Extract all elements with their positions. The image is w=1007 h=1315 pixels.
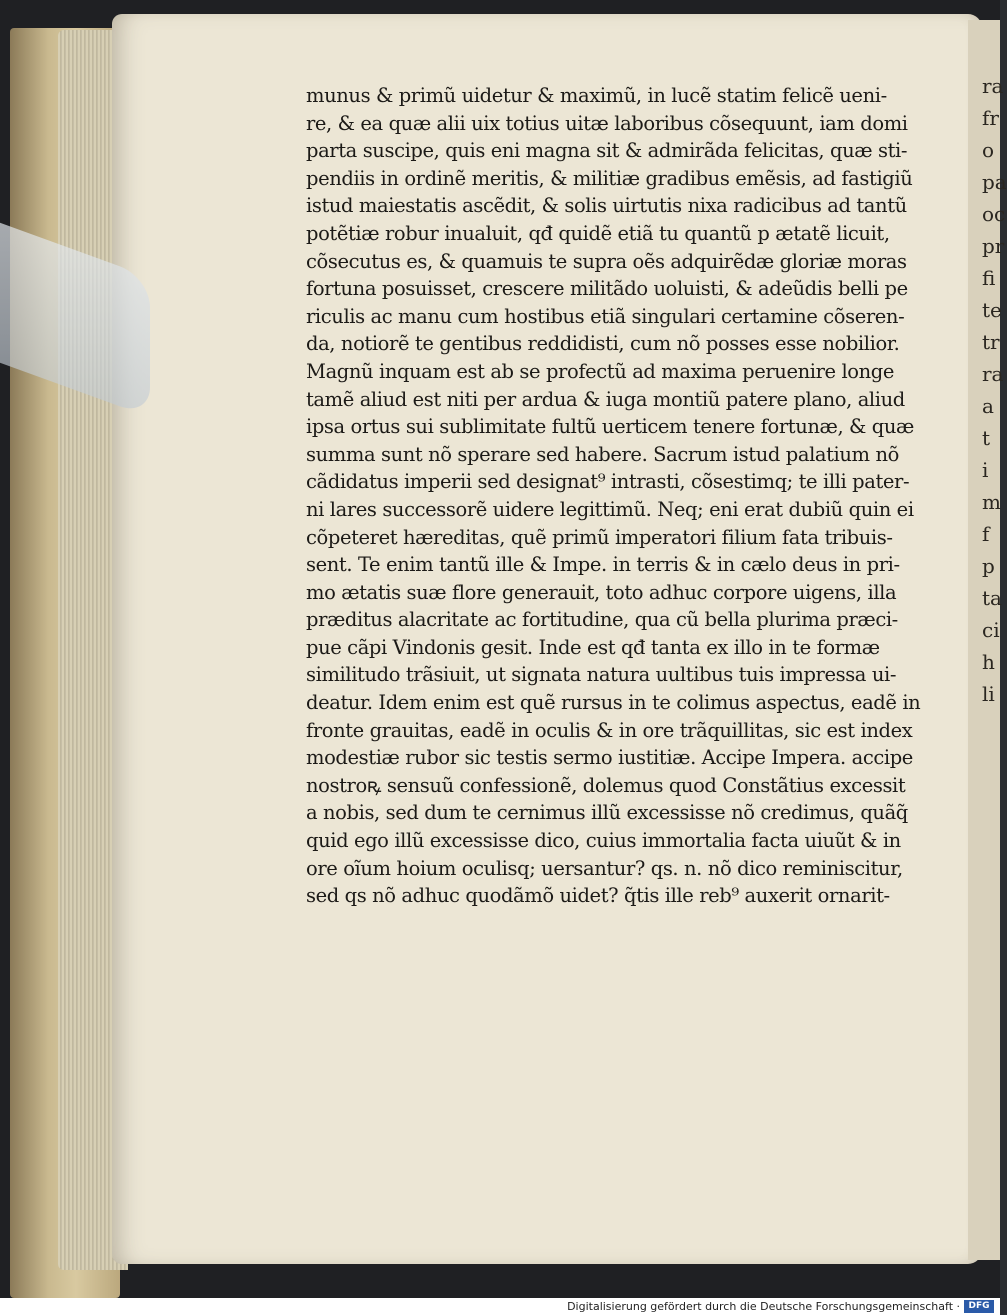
- text-line: sent. Te enim tantũ ille & Impe. in terris & in cælo deus in pri-: [306, 553, 900, 577]
- facing-fragment: ta: [982, 586, 1002, 610]
- facing-fragment: f: [982, 522, 990, 546]
- text-line: Magnũ inquam est ab se profectũ ad maxima peruenire longe: [306, 359, 895, 383]
- facing-fragment: m: [982, 490, 1001, 514]
- facing-fragment: ra: [982, 362, 1004, 386]
- text-line: ore oĩum hoium oculisq; uersantur? qs. n. nõ dico reminiscitur,: [306, 856, 903, 880]
- facing-fragment: fr: [982, 106, 999, 130]
- text-line: deatur. Idem enim est quẽ rursus in te colimus aspectus, eadẽ in: [306, 691, 921, 715]
- text-line: da, notiorẽ te gentibus reddidisti, cum nõ posses esse nobilior.: [306, 332, 900, 356]
- facing-fragment: li: [982, 682, 995, 706]
- facing-fragment: fi: [982, 266, 996, 290]
- text-line: munus & primũ uidetur & maximũ, in lucẽ statim felicẽ ueni-: [306, 84, 887, 107]
- text-line: cãdidatus imperii sed designat⁹ intrasti, cõsestimq; te illi pater-: [306, 470, 910, 494]
- text-line: similitudo trãsiuit, ut signata natura uultibus tuis impressa ui-: [306, 663, 897, 687]
- facing-fragment: te: [982, 298, 1002, 322]
- facing-fragment: a: [982, 394, 994, 418]
- page-text: [306, 82, 921, 908]
- facing-page-fragments: [968, 20, 1007, 710]
- facing-page-edge: [968, 20, 1007, 1260]
- dfg-logo-icon[interactable]: DFG: [964, 1300, 994, 1313]
- text-line: potẽtiæ robur inualuit, qđ quidẽ etiã tu quantũ p ætatẽ licuit,: [306, 221, 890, 245]
- text-line: parta suscipe, quis eni magna sit & admirãda felicitas, quæ sti-: [306, 139, 908, 163]
- text-line: fortuna posuisset, crescere militãdo uoluisti, & adeũdis belli pe: [306, 277, 908, 301]
- text-line: riculis ac manu cum hostibus etiã singulari certamine cõseren-: [306, 304, 905, 328]
- facing-fragment: o: [982, 138, 995, 162]
- facing-fragment: oc: [982, 202, 1006, 226]
- text-line: ipsa ortus sui sublimitate fultũ uerticem tenere fortunæ, & quæ: [306, 415, 914, 439]
- text-line: cõsecutus es, & quamuis te supra oẽs adquirẽdæ gloriæ moras: [306, 249, 907, 273]
- text-line: re, & ea quæ alii uix totius uitæ laboribus cõsequunt, iam domi: [306, 111, 908, 135]
- facing-fragment: pr: [982, 234, 1005, 258]
- text-line: ni lares successorẽ uidere legittimũ. Neq; eni erat dubiũ quin ei: [306, 497, 914, 521]
- facing-fragment: t: [982, 426, 991, 450]
- facing-fragment: tr: [982, 330, 1000, 354]
- text-line: sed qs nõ adhuc quodãmõ uidet? q̃tis ille reb⁹ auxerit ornarit-: [306, 884, 890, 908]
- text-line: summa sunt nõ sperare sed habere. Sacrum istud palatium nõ: [306, 442, 899, 466]
- text-line: modestiæ rubor sic testis sermo iustitiæ. Accipe Impera. accipe: [306, 746, 913, 770]
- facing-fragment: ra: [982, 74, 1004, 98]
- text-line: præditus alacritate ac fortitudine, qua cũ bella plurima præci-: [306, 608, 898, 632]
- facing-fragment: h: [982, 650, 995, 674]
- text-line: mo ætatis suæ flore generauit, toto adhuc corpore uigens, illa: [306, 580, 897, 604]
- text-line: fronte grauitas, eadẽ in oculis & in ore trãquillitas, sic est index: [306, 718, 913, 742]
- facing-fragment: pa: [982, 170, 1007, 194]
- text-line: a nobis, sed dum te cernimus illũ excessisse nõ credimus, quãq̃: [306, 801, 908, 825]
- facing-fragment: p: [982, 554, 995, 578]
- text-line: istud maiestatis ascẽdit, & solis uirtutis nixa radicibus ad tantũ: [306, 194, 907, 218]
- text-line: cõpeteret hæreditas, quẽ primũ imperatori filium fata tribuis-: [306, 525, 893, 549]
- text-line: tamẽ aliud est niti per ardua & iuga montiũ patere plano, aliud: [306, 387, 905, 411]
- text-line: pendiis in ordinẽ meritis, & militiæ gradibus emẽsis, ad fastigiũ: [306, 166, 913, 190]
- facing-fragment: i: [982, 458, 989, 482]
- footer-bar: [0, 1298, 1000, 1315]
- footer-credit: Digitalisierung gefördert durch die Deutsche Forschungsgemeinschaft ·: [567, 1300, 960, 1313]
- text-line: pue cãpi Vindonis gesit. Inde est qđ tanta ex illo in te formæ: [306, 635, 880, 659]
- text-line: nostroꝶ sensuũ confessionẽ, dolemus quod Constãtius excessit: [306, 773, 906, 797]
- facing-fragment: ci: [982, 618, 1000, 642]
- text-line: quid ego illũ excessisse dico, cuius immortalia facta uiuũt & in: [306, 829, 901, 853]
